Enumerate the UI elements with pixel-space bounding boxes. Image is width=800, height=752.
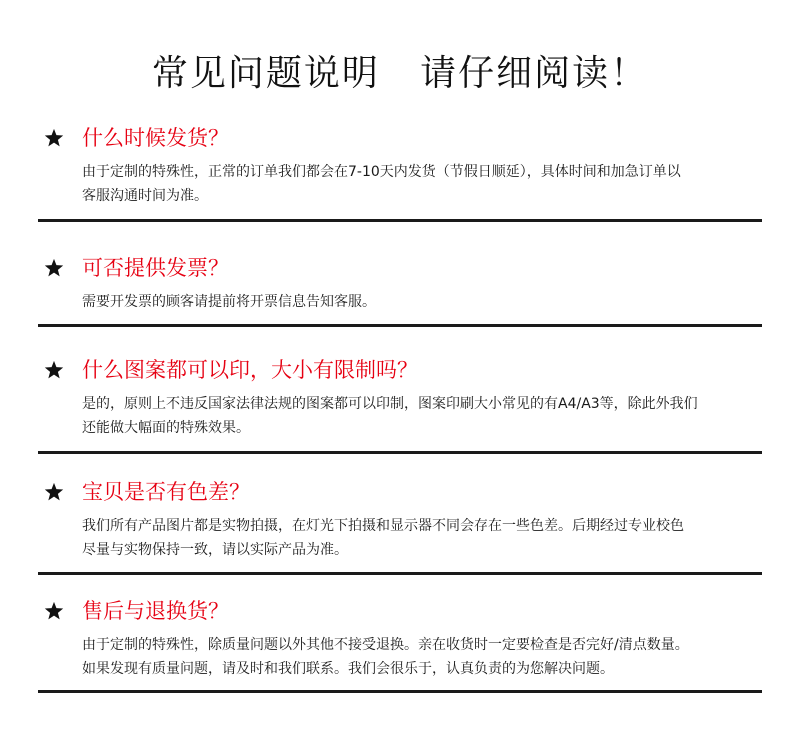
- faq-answer-line: 我们所有产品图片都是实物拍摄，在灯光下拍摄和显示器不同会存在一些色差。后期经过专业校色: [82, 518, 684, 534]
- faq-answer: [82, 392, 762, 440]
- divider: [38, 324, 762, 327]
- faq-answer-line: 尽量与实物保持一致，请以实际产品为准。: [82, 542, 348, 558]
- faq-answer: [82, 290, 762, 314]
- black-star-icon: [44, 482, 64, 502]
- faq-answer-line: 如果发现有质量问题，请及时和我们联系。我们会很乐于，认真负责的为您解决问题。: [82, 661, 614, 677]
- black-star-icon: [44, 128, 64, 148]
- faq-answer-line: 需要开发票的顾客请提前将开票信息告知客服。: [82, 294, 376, 310]
- faq-answer-line: 由于定制的特殊性，正常的订单我们都会在7-10天内发货（节假日顺延），具体时间和加急订单以: [82, 164, 681, 180]
- faq-question-row: [38, 354, 418, 386]
- faq-question-row: [38, 595, 229, 627]
- faq-question-row: [38, 252, 229, 284]
- faq-answer-line: 由于定制的特殊性，除质量问题以外其他不接受退换。亲在收货时一定要检查是否完好/清点数量。: [82, 637, 689, 653]
- faq-question: 什么图案都可以印，大小有限制吗？: [82, 358, 418, 382]
- faq-answer-line: 是的，原则上不违反国家法律法规的图案都可以印制，图案印刷大小常见的有A4/A3等，除此外我们: [82, 396, 698, 412]
- faq-answer-line: 还能做大幅面的特殊效果。: [82, 420, 250, 436]
- divider: [38, 451, 762, 454]
- faq-question-row: [38, 122, 229, 154]
- divider: [38, 219, 762, 222]
- black-star-icon: [44, 601, 64, 621]
- faq-question: 宝贝是否有色差？: [82, 480, 250, 504]
- faq-question-row: [38, 476, 250, 508]
- divider: [38, 690, 762, 693]
- faq-answer: [82, 160, 762, 208]
- black-star-icon: [44, 360, 64, 380]
- faq-answer: [82, 514, 762, 562]
- faq-question: 售后与退换货？: [82, 599, 229, 623]
- faq-answer-line: 客服沟通时间为准。: [82, 188, 208, 204]
- page-title: 常见问题说明 请仔细阅读！: [151, 53, 649, 94]
- faq-question: 可否提供发票？: [82, 256, 229, 280]
- faq-question: 什么时候发货？: [82, 126, 229, 150]
- divider: [38, 572, 762, 575]
- faq-answer: [82, 633, 762, 681]
- black-star-icon: [44, 258, 64, 278]
